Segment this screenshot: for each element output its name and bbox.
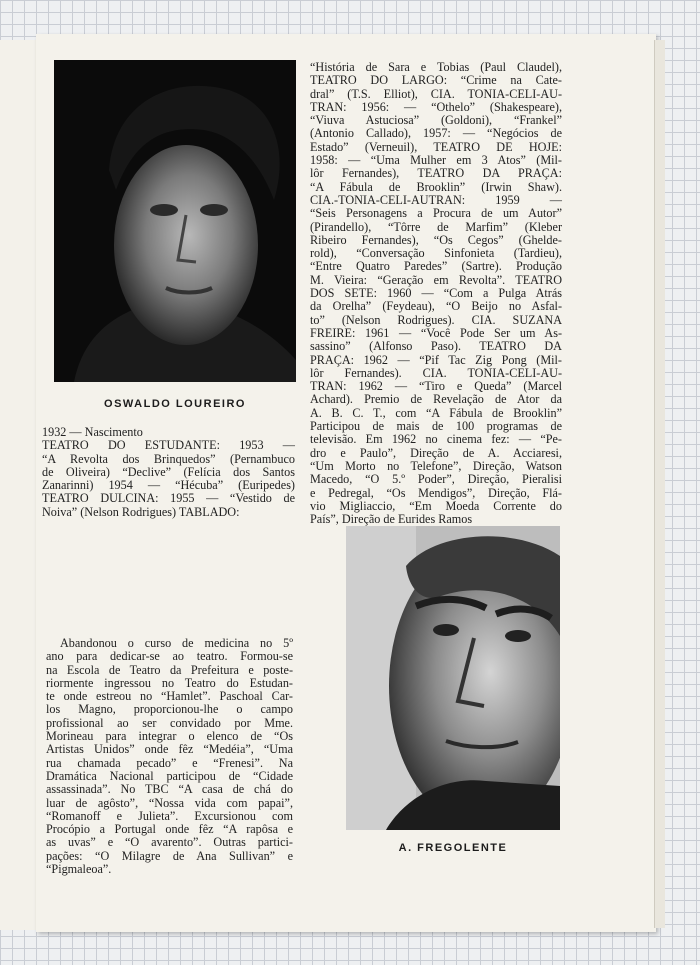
text-line: na Escola de Teatro da Prefeitura e poste- (46, 662, 293, 677)
text-line: TEATRO DO LARGO: “Crime na Cate- (310, 73, 562, 88)
text-line: lôr Fernandes). CIA. TONIA-CELI-AU- (310, 365, 562, 380)
text-line: televisão. Em 1962 no cinema fez: — “Pe- (310, 432, 562, 447)
text-line: “A Fábula de Brooklin” (Irwin Shaw). (310, 179, 562, 194)
text-line: “Seis Personagens a Procura de um Autor” (310, 206, 562, 221)
text-line: los Magno, proporcionou-lhe o campo (46, 702, 293, 717)
caption-a-fregolente: A. FREGOLENTE (398, 842, 508, 854)
text-line: (Pirandello), “Tôrre de Marfim” (Kleber (310, 219, 562, 234)
text-line: “Um Morto no Telefone”, Direção, Watson (310, 458, 562, 473)
text-line: riormente ingressou no Teatro do Estudan- (46, 675, 293, 690)
text-line: lôr Fernandes), TEATRO DA PRAÇA: (310, 166, 562, 181)
text-line: DOS SETE: 1960 — “Com a Pulga Atrás (310, 286, 562, 301)
text-line: “Entre Quatro Paredes” (Sartre). Produção (310, 259, 562, 274)
text-line: 1932 — Nascimento (42, 425, 143, 439)
text-line: de Oliveira) “Declive” (Felícia dos Santos (42, 464, 295, 479)
text-line: 1958: — “Uma Mulher em 3 Atos” (Mil- (310, 153, 562, 168)
text-line: TRAN: 1962 — “Tiro e Queda” (Marcel (310, 379, 562, 394)
text-line: pações: “O Milagre de Ana Sullivan” e (46, 848, 293, 863)
text-line: profissional ao ser convidado por Mme. (46, 715, 293, 730)
text-line: ano para dedicar-se ao teatro. Formou-se (46, 649, 293, 664)
text-line: to” (Nelson Rodrigues). CIA. SUZANA (310, 312, 562, 327)
text-line: assassinada”. No TBC “A casa de chá do (46, 782, 293, 797)
text-line: te onde estreou no “Hamlet”. Paschoal Car- (46, 689, 293, 704)
text-line: Participou de mais de 100 programas de (310, 419, 562, 434)
text-line: “Viuva Astuciosa” (Goldoni), “Frankel” (310, 113, 562, 128)
biography-fregolente (46, 637, 293, 876)
text-line: Dramática Nacional participou de “Cidade (46, 768, 293, 783)
text-line: A. B. C. T., com “A Fábula de Brooklin” (310, 405, 562, 420)
text-line: e Pedregal, “Os Mendigos”, Direção, Flá- (310, 485, 562, 500)
facing-page-edge (0, 40, 37, 930)
portrait-photo-a-fregolente (346, 526, 560, 830)
text-line: Ribeiro Fernandes), “Os Cegos” (Ghelde- (310, 232, 562, 247)
text-line: luar de agôsto”, “Nossa vida com papai”, (46, 795, 293, 810)
text-line: rold), “Conversação Sinfonieta (Tardieu), (310, 246, 562, 261)
text-line: TEATRO DULCINA: 1955 — “Vestido de (42, 491, 295, 506)
biography-chronology (42, 426, 295, 519)
text-line: Estado” (Verneuil), TEATRO DE HOJE: (310, 139, 562, 154)
text-line: Macedo, “O 5.º Poder”, Direção, Pieralisi (310, 472, 562, 487)
text-line: Noiva” (Nelson Rodrigues) TABLADO: (42, 504, 240, 519)
text-line: TEATRO DO ESTUDANTE: 1953 — (42, 438, 295, 453)
text-line: Procópio a Portugal onde fêz “A rapôsa e (46, 822, 293, 837)
text-line: FREIRE: 1961 — “Você Pode Ser um As- (310, 325, 562, 340)
text-line: da Orelha” (Feydeau), “O Beijo no Asfal- (310, 299, 562, 314)
text-line: “História de Sara e Tobias (Paul Claudel), (310, 60, 562, 74)
text-line: rua chamada pecado” e “Frenesi”. Na (46, 755, 293, 770)
text-line: Abandonou o curso de medicina no 5º (60, 636, 293, 650)
text-line: “A Revolta dos Brinquedos” (Pernambuco (42, 451, 295, 466)
page-stack-edge (654, 40, 665, 928)
text-line: vio Migliaccio, “Em Moeda Corrente do (310, 498, 562, 513)
text-line: Artistas Unidos” onde fêz “Medéia”, “Uma (46, 742, 293, 757)
text-line: sassino” (Alfonso Paso). TEATRO DA (310, 339, 562, 354)
text-line: Morineau para integrar o elenco de “Os (46, 729, 293, 744)
text-line: PRAÇA: 1962 — “Pif Tac Zig Pong (Mil- (310, 352, 562, 367)
caption-oswaldo-loureiro: OSWALDO LOUREIRO (104, 398, 246, 410)
text-line: dro e Paulo”, Direção de A. Acciaresi, (310, 445, 562, 460)
text-line: CIA.-TONIA-CELI-AUTRAN: 1959 — (310, 192, 562, 207)
text-line: “Pigmaleoa”. (46, 862, 112, 877)
portrait-photo-oswaldo-loureiro (54, 60, 296, 382)
text-line: M. Vieira: “Geração em Revolta”. TEATRO (310, 272, 562, 287)
text-line: Zanarinni) 1954 — “Hécuba” (Euripedes) (42, 478, 295, 493)
text-line: País”, Direção de Eurides Ramos (310, 512, 473, 527)
text-line: Achard). Premio de Revelação de Ator da (310, 392, 562, 407)
text-line: TRAN: 1956: — “Othelo” (Shakespeare), (310, 99, 562, 114)
text-line: dral” (T.S. Elliot), CIA. TONIA-CELI-AU- (310, 86, 562, 101)
career-text-column (310, 61, 562, 526)
text-line: as uvas” e “O avarento”. Outras partici- (46, 835, 293, 850)
text-line: (Antonio Callado), 1957: — “Negócios de (310, 126, 562, 141)
text-line: “Romanoff e Julieta”. Excursionou com (46, 808, 293, 823)
